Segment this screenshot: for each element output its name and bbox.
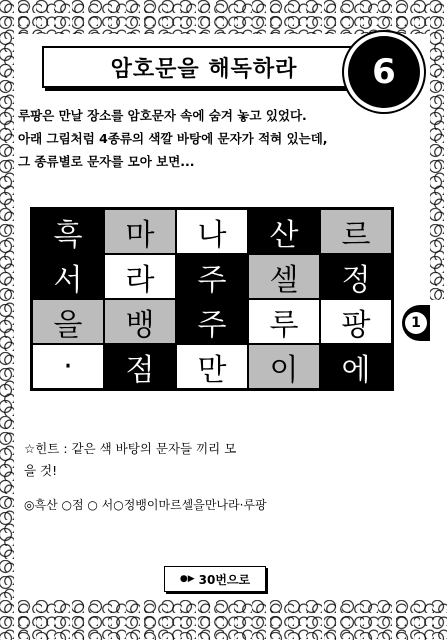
grid-cell: 루: [248, 299, 320, 344]
grid-cell: 서: [32, 254, 104, 299]
stone-border-top: [0, 0, 447, 34]
cipher-grid: [30, 207, 394, 391]
grid-cell: 마: [104, 209, 176, 254]
grid-cell: ·: [32, 344, 104, 389]
chapter-tab: [402, 305, 430, 341]
stone-border-left: [0, 0, 18, 640]
grid-cell: 에: [320, 344, 392, 389]
grid-cell: 르: [320, 209, 392, 254]
grid-cell: 정: [320, 254, 392, 299]
chapter-tab-number: 1: [405, 312, 427, 334]
arrow-right-icon: ●▶: [179, 574, 195, 584]
grid-cell: 점: [104, 344, 176, 389]
badge-number: 6: [372, 52, 396, 92]
grid-cell: 나: [176, 209, 248, 254]
chapter-badge: [348, 36, 420, 108]
page-content: [18, 34, 430, 600]
grid-cell: 셀: [248, 254, 320, 299]
grid-cell: 라: [104, 254, 176, 299]
stone-border-bottom: [0, 600, 447, 640]
stone-border-right: [430, 0, 447, 300]
title-box: [42, 46, 366, 88]
goto-label: 30번으로: [198, 572, 251, 587]
page-title: 암호문을 해독하라: [110, 56, 298, 82]
intro-line: 아래 그림처럼 4종류의 색깔 바탕에 문자가 적혀 있는데,: [18, 131, 328, 146]
grid-cell: 산: [248, 209, 320, 254]
intro-line: 그 종류별로 문자를 모아 보면...: [18, 154, 195, 169]
grid-cell: 주: [176, 299, 248, 344]
grid-cell: 을: [32, 299, 104, 344]
grid-cell: 팡: [320, 299, 392, 344]
grid-cell: 뱅: [104, 299, 176, 344]
goto-30-link[interactable]: [164, 566, 266, 592]
grid-cell: 흑: [32, 209, 104, 254]
hint-line: 을 것!: [24, 463, 58, 478]
grid-cell: 만: [176, 344, 248, 389]
hint-line: ☆힌트 : 같은 색 바탕의 문자들 끼리 모: [24, 441, 237, 456]
intro-line: 루팡은 만날 장소를 암호문자 속에 숨겨 놓고 있었다.: [18, 108, 307, 123]
hint-text: [24, 438, 324, 482]
intro-text: [18, 104, 418, 173]
answer-text: ◎흑산 ○점 ○ 서○정뱅이마르셀을만나라·루팡: [24, 498, 267, 512]
grid-cell: 이: [248, 344, 320, 389]
grid-cell: 주: [176, 254, 248, 299]
